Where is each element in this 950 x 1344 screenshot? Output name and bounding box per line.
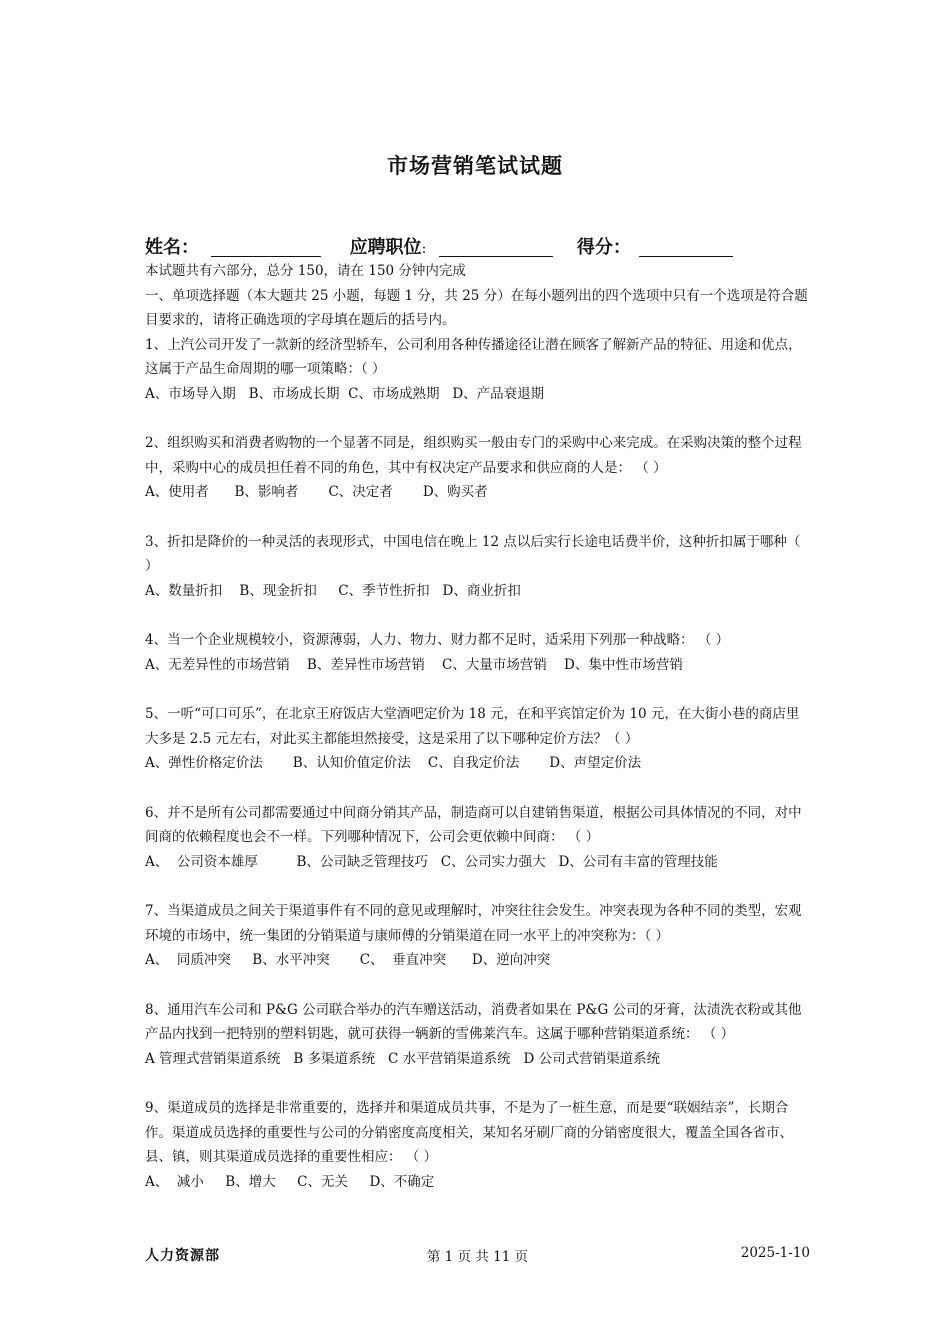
question-options: A、 同质冲突 B、水平冲突 C、 垂直冲突 D、逆向冲突 (145, 952, 551, 968)
question-text: 3、折扣是降价的一种灵活的表现形式，中国电信在晚上 12 点以后实行长途电话费半价，这种折扣属于哪种（ ） (145, 533, 801, 574)
question-text: 7、当渠道成员之间关于渠道事件有不同的意见或理解时，冲突往往会发生。冲突表现为各种不同的类型，宏观环境的市场中，统一集团的分销渠道与康师傅的分销渠道在同一水平上的冲突称为：（ ） (145, 903, 802, 944)
question-4 (145, 628, 810, 677)
question-options: A、无差异性的市场营销 B、差异性市场营销 C、大量市场营销 D、集中性市场营销 (145, 656, 683, 673)
question-3 (145, 530, 810, 604)
question-options: A、 公司资本雄厚 B、公司缺乏管理技巧 C、公司实力强大 D、公司有丰富的管理技能 (145, 853, 718, 870)
exam-intro: 本试题共有六部分，总分 150，请在 150 分钟内完成 (145, 263, 466, 279)
question-options: A、市场导入期 B、市场成长期 C、市场成熟期 D、产品衰退期 (145, 385, 545, 402)
question-options: A、数量折扣 B、现金折扣 C、季节性折扣 D、商业折扣 (145, 582, 521, 599)
question-8 (145, 998, 810, 1072)
question-6 (145, 801, 810, 875)
question-text: 8、通用汽车公司和 P&G 公司联合举办的汽车赠送活动，消费者如果在 P&G 公司的牙膏，汰渍洗衣粉或其他产品内找到一把特别的塑料钥匙，就可获得一辆新的雪佛莱汽车。这属于哪种营销渠道系统： （ ） (145, 1001, 802, 1042)
name-label: 姓名： (145, 237, 199, 258)
position-label: 应聘职位 (349, 237, 422, 258)
question-7 (145, 899, 810, 973)
question-options: A、使用者 B、影响者 C、决定者 D、购买者 (145, 484, 488, 500)
question-options: A 管理式营销渠道系统 B 多渠道系统 C 水平营销渠道系统 D 公司式营销渠道系统 (145, 1050, 661, 1067)
score-blank-line[interactable] (639, 236, 733, 257)
name-blank-line[interactable] (211, 236, 321, 257)
question-text: 4、当一个企业规模较小，资源薄弱，人力、物力、财力都不足时，适采用下列那一种战略： （ ） (145, 632, 730, 648)
question-2 (145, 431, 810, 505)
position-blank-line[interactable] (439, 236, 553, 257)
footer-date: 2025-1-10 (740, 1245, 810, 1261)
position-colon: : (421, 241, 427, 257)
question-5 (145, 702, 810, 776)
score-label: 得分： (576, 237, 631, 258)
question-text: 2、组织购买和消费者购物的一个显著不同是，组织购买一般由专门的采购中心来完成。在采购决策的整个过程中，采购中心的成员担任着不同的角色，其中有权决定产品要求和供应商的人是： （ ） (145, 435, 802, 476)
exam-body (145, 259, 810, 1194)
footer-department: 人力资源部 (145, 1248, 220, 1264)
document-title: 市场营销笔试试题 (387, 153, 563, 178)
question-text: 6、并不是所有公司都需要通过中间商分销其产品，制造商可以自建销售渠道，根据公司具体情况的不同，对中间商的依赖程度也会不一样。下列哪种情况下，公司会更依赖中间商： （ ） (145, 804, 802, 845)
section-heading: 一、单项选择题（本大题共 25 小题，每题 1 分，共 25 分）在每小题列出的四个选项中只有一个选项是符合题目要求的，请将正确选项的字母填在题后的括号内。 (145, 287, 808, 328)
question-text: 9、渠道成员的选择是非常重要的，选择并和渠道成员共事，不是为了一桩生意，而是要“联姻结亲”，长期合作。渠道成员选择的重要性与公司的分销密度高度相关，某知名牙刷厂商的分销密度很大，覆盖全国各省市、县、镇，则其渠道成员选择的重要性相应： （ ） (145, 1100, 793, 1165)
question-text: 5、一听“可口可乐”，在北京王府饭店大堂酒吧定价为 18 元，在和平宾馆定价为 10 元，在大街小巷的商店里大多是 2.5 元左右，对此买主都能坦然接受，这是采用了以下哪种定价方法？（ ） (145, 706, 800, 747)
question-9 (145, 1096, 810, 1194)
question-1 (145, 333, 810, 407)
footer-page-number: 第 1 页 共 11 页 (426, 1249, 529, 1265)
applicant-info-row (145, 233, 815, 259)
question-options: A、 减小 B、增大 C、无关 D、不确定 (145, 1173, 435, 1190)
question-options: A、弹性价格定价法 B、认知价值定价法 C、自我定价法 D、声望定价法 (145, 755, 642, 771)
question-text: 1、上汽公司开发了一款新的经济型轿车，公司利用各种传播途径让潜在顾客了解新产品的特征、用途和优点，这属于产品生命周期的哪一项策略：（ ） (145, 336, 802, 377)
